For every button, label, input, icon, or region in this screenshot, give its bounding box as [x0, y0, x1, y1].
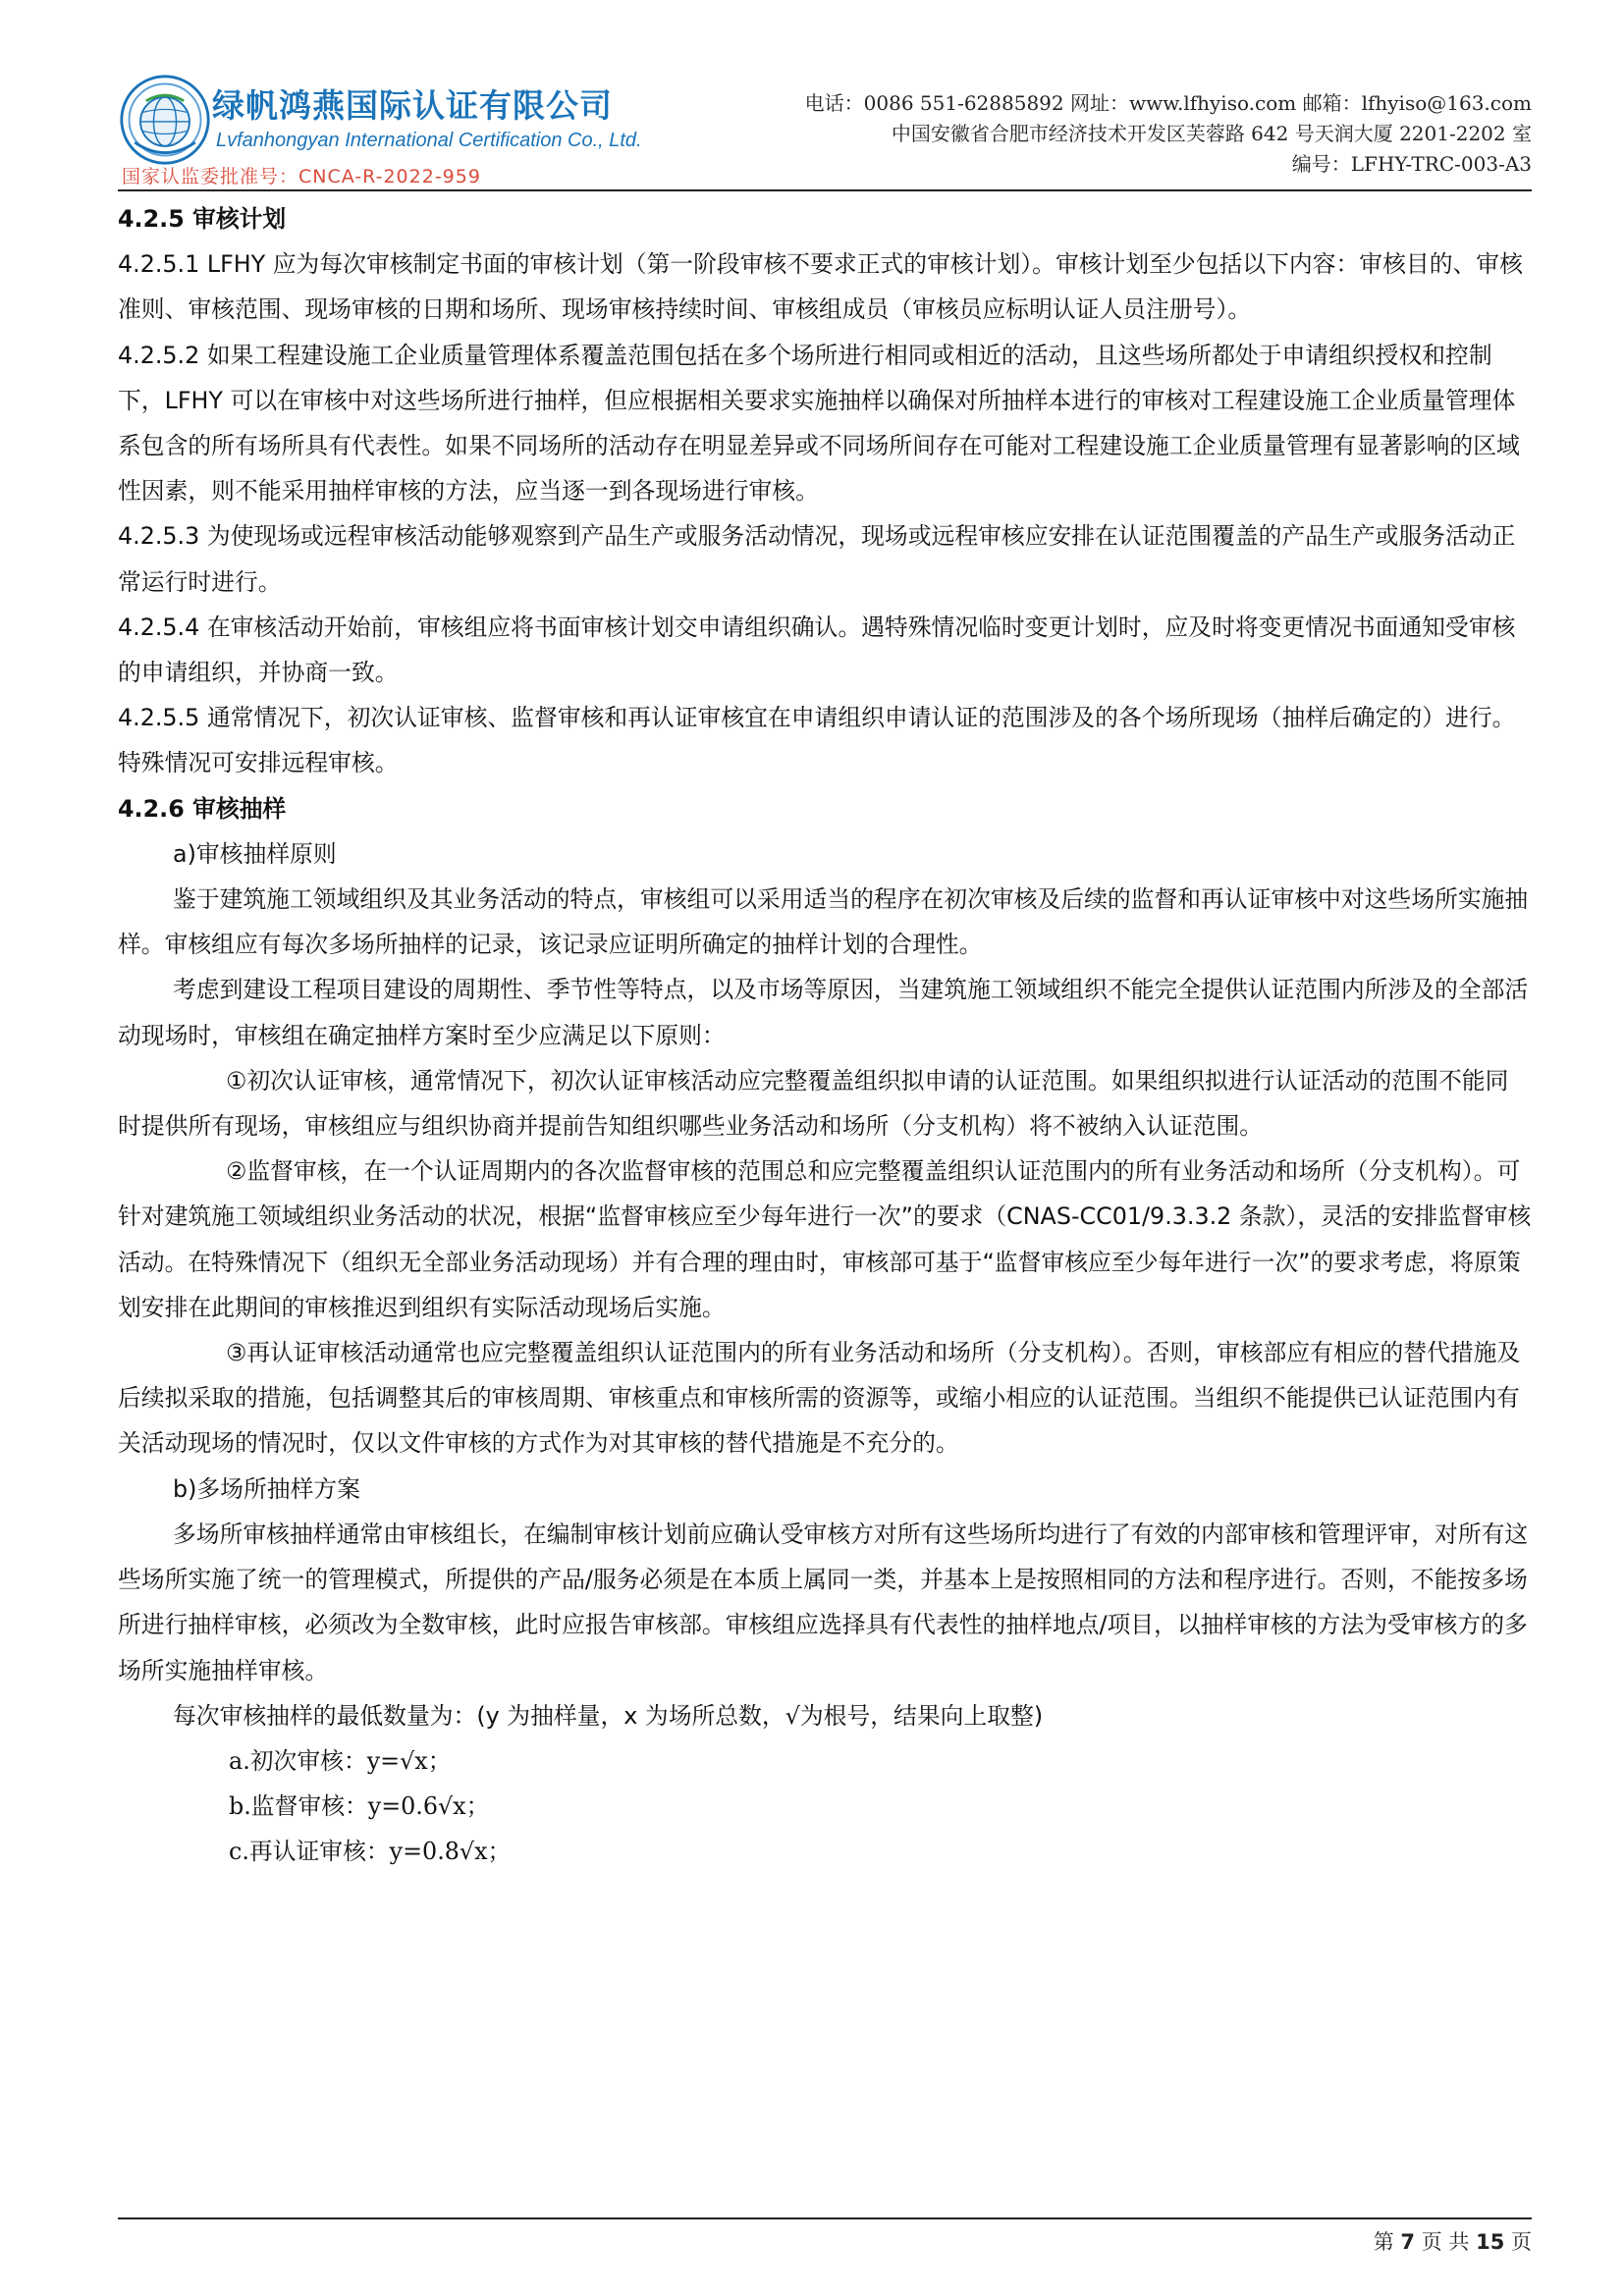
section-heading-4-2-6: 4.2.6 审核抽样 — [118, 794, 287, 823]
company-name-en: Lvfanhongyan International Certification Co., Ltd. — [216, 130, 642, 151]
paragraph-sampling-intro: 鉴于建筑施工领域组织及其业务活动的特点，审核组可以采用适当的程序在初次审核及后续的监督和再认证审核中对这些场所实施抽样。审核组应有每次多场所抽样的记录，该记录应证明所确定的抽样计划的合理性。 — [118, 885, 1529, 959]
page-suffix: 页 — [1511, 2230, 1532, 2254]
globe-logo-icon — [118, 73, 212, 167]
paragraph-multisite-sampling: 多场所审核抽样通常由审核组长，在编制审核计划前应确认受审核方对所有这些场所均进行了有效的内部审核和管理评审，对所有这些场所实施了统一的管理模式，所提供的产品/服务必须是在本质上属同一类，并基本上是按照相同的方法和程序进行。否则，不能按多场所进行抽样审核，必须改为全数审核，此时应报告审核部。审核组应选择具有代表性的抽样地点/项目，以抽样审核的方法为受审核方的多场所实施抽样审核。 — [118, 1520, 1529, 1684]
contact-address: 中国安徽省合肥市经济技术开发区芙蓉路 642 号天润大厦 2201-2202 室 — [891, 122, 1532, 145]
approval-number: 国家认监委批准号：CNCA-R-2022-959 — [122, 166, 481, 187]
list-item-recertification-audit: ③再认证审核活动通常也应完整覆盖组织认证范围内的所有业务活动和场所（分支机构）。否则，审核部应有相应的替代措施及后续拟采取的措施，包括调整其后的审核周期、审核重点和审核所需的资源等，或缩小相应的认证范围。当组织不能提供已认证范围内有关活动现场的情况时，仅以文件审核的方式作为对其审核的替代措施是不充分的。 — [118, 1339, 1521, 1458]
page-current: 7 — [1400, 2230, 1416, 2254]
contact-block — [805, 88, 1532, 180]
formula-recertification-audit: c.再认证审核：y=0.8√x； — [229, 1838, 512, 1866]
page-mid: 页 共 — [1421, 2230, 1470, 2254]
page-number — [1374, 2226, 1532, 2256]
paragraph-4-2-5-4: 4.2.5.4 在审核活动开始前，审核组应将书面审核计划交申请组织确认。遇特殊情况临时变更计划时，应及时将变更情况书面通知受审核的申请组织，并协商一致。 — [118, 613, 1516, 687]
paragraph-4-2-5-2: 4.2.5.2 如果工程建设施工企业质量管理体系覆盖范围包括在多个场所进行相同或相近的活动，且这些场所都处于申请组织授权和控制下，LFHY 可以在审核中对这些场所进行抽样，但应根据相关要求实施抽样以确保对所抽样本进行的审核对工程建设施工企业质量管理体系包含的所有场所具有代表性。如果不同场所的活动存在明显差异或不同场所间存在可能对工程建设施工企业质量管理有显著影响的区域性因素，则不能采用抽样审核的方法，应当逐一到各现场进行审核。 — [118, 341, 1520, 506]
section-heading-4-2-5: 4.2.5 审核计划 — [118, 205, 287, 233]
document-number: 编号：LFHY-TRC-003-A3 — [1291, 152, 1532, 176]
paragraph-4-2-5-5: 4.2.5.5 通常情况下，初次认证审核、监督审核和再认证审核宜在申请组织申请认证的范围涉及的各个场所现场（抽样后确定的）进行。特殊情况可安排远程审核。 — [118, 704, 1516, 777]
header-divider — [118, 189, 1532, 191]
company-name-cn: 绿帆鸿燕国际认证有限公司 — [212, 86, 613, 125]
paragraph-sampling-considerations: 考虑到建设工程项目建设的周期性、季节性等特点，以及市场等原因，当建筑施工领域组织不能完全提供认证范围内所涉及的全部活动现场时，审核组在确定抽样方案时至少应满足以下原则： — [118, 976, 1529, 1049]
page-header — [118, 69, 1532, 187]
subheading-multisite-sampling: b)多场所抽样方案 — [173, 1474, 360, 1503]
paragraph-4-2-5-3: 4.2.5.3 为使现场或远程审核活动能够观察到产品生产或服务活动情况，现场或远程审核应安排在认证范围覆盖的产品生产或服务活动正常运行时进行。 — [118, 522, 1516, 596]
contact-phone-web-email: 电话：0086 551-62885892 网址：www.lfhyiso.com 邮箱：lfhyiso@163.com — [804, 91, 1532, 115]
list-item-surveillance-audit: ②监督审核，在一个认证周期内的各次监督审核的范围总和应完整覆盖组织认证范围内的所有业务活动和场所（分支机构）。可针对建筑施工领域组织业务活动的状况，根据“监督审核应至少每年进行一次”的要求（CNAS-CC01/9.3.3.2 条款），灵活的安排监督审核活动。在特殊情况下（组织无全部业务活动现场）并有合理的理由时，审核部可基于“监督审核应至少每年进行一次”的要求考虑，将原策划安排在此期间的审核推迟到组织有实际活动现场后实施。 — [118, 1157, 1532, 1321]
subheading-sampling-principles: a)审核抽样原则 — [173, 839, 337, 868]
document-body — [118, 196, 1532, 1875]
paragraph-minimum-sample: 每次审核抽样的最低数量为：(y 为抽样量，x 为场所总数，√为根号，结果向上取整) — [173, 1701, 1044, 1730]
page-prefix: 第 — [1373, 2230, 1394, 2254]
paragraph-4-2-5-1: 4.2.5.1 LFHY 应为每次审核制定书面的审核计划（第一阶段审核不要求正式的审核计划）。审核计划至少包括以下内容：审核目的、审核准则、审核范围、现场审核的日期和场所、现场审核持续时间、审核组成员（审核员应标明认证人员注册号）。 — [118, 250, 1523, 324]
formula-initial-audit: a.初次审核：y=√x； — [229, 1746, 452, 1775]
formula-surveillance-audit: b.监督审核：y=0.6√x； — [229, 1792, 490, 1821]
list-item-initial-audit: ①初次认证审核，通常情况下，初次认证审核活动应完整覆盖组织拟申请的认证范围。如果组织拟进行认证活动的范围不能同时提供所有现场，审核组应与组织协商并提前告知组织哪些业务活动和场所（分支机构）将不被纳入认证范围。 — [118, 1066, 1509, 1141]
company-logo — [118, 69, 746, 187]
footer-divider — [118, 2217, 1532, 2219]
page-total: 15 — [1476, 2230, 1505, 2254]
